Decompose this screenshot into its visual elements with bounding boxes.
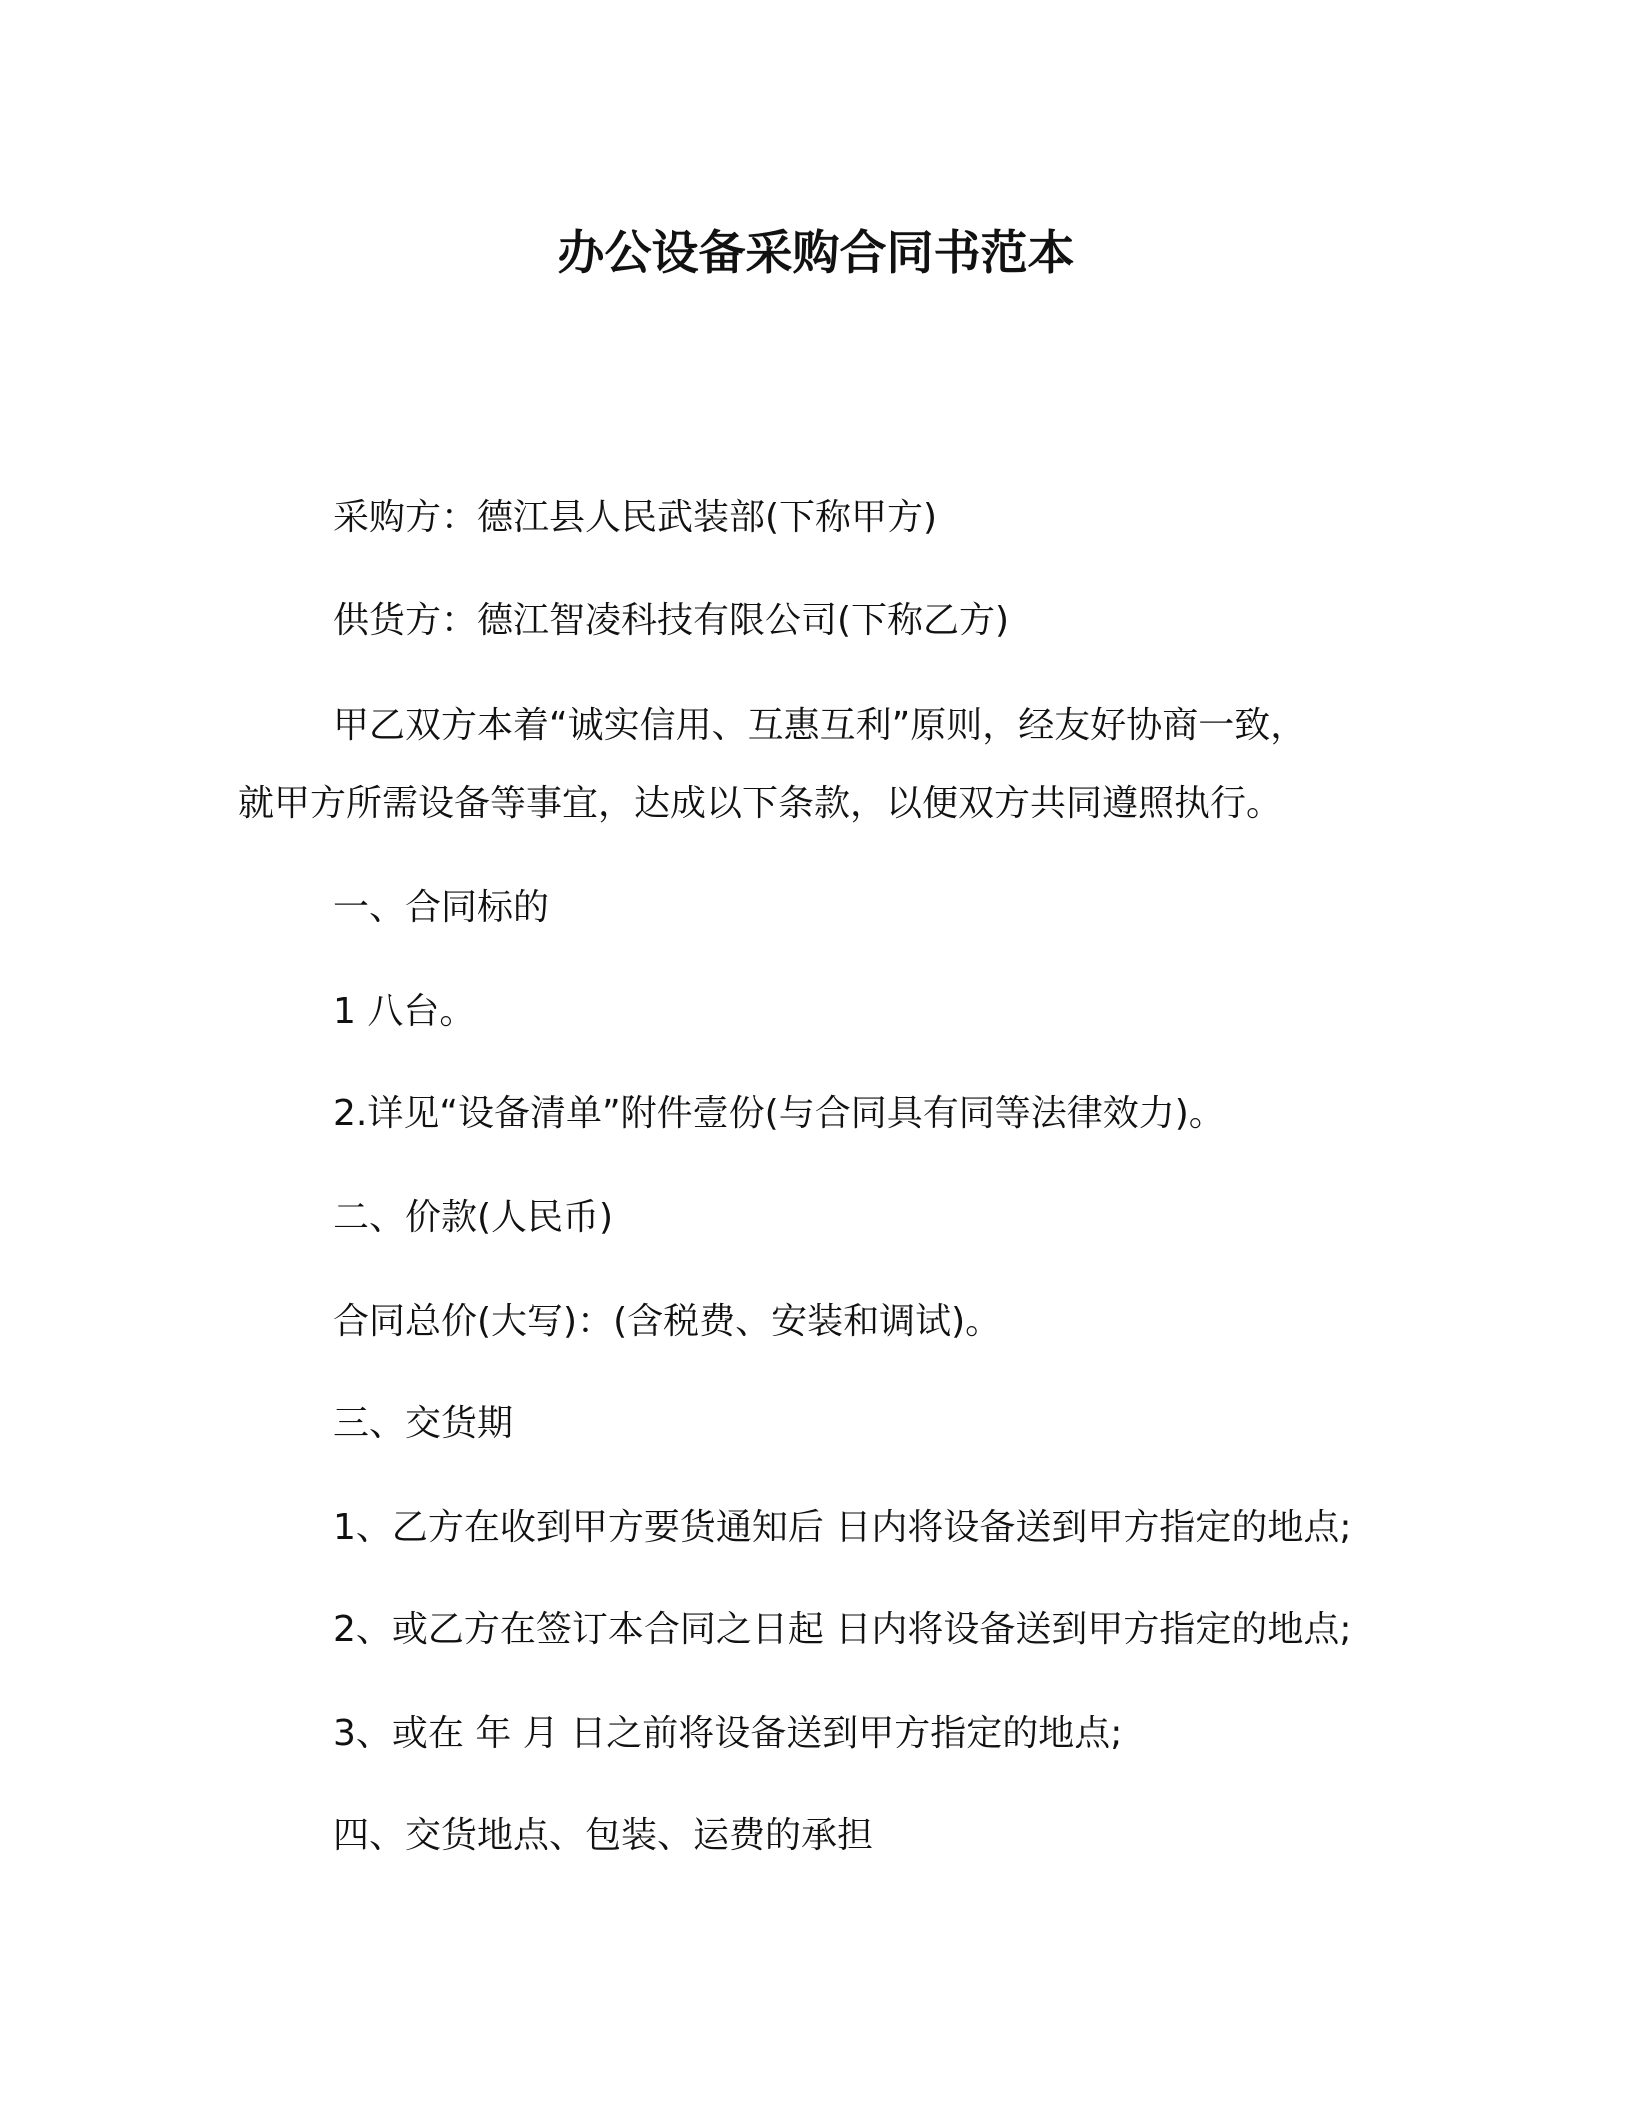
- intro-paragraph-line-1: 甲乙双方本着“诚实信用、互惠互利”原则，经友好协商一致，: [333, 705, 1307, 746]
- section-heading-3: 三、交货期: [333, 1403, 514, 1444]
- buyer-line: 采购方：德江县人民武装部(下称甲方): [333, 497, 938, 538]
- section-heading-2: 二、价款(人民币): [333, 1197, 614, 1238]
- page-title: 办公设备采购合同书范本: [557, 226, 1075, 281]
- section-1-item-1: 1 八台。: [333, 991, 476, 1032]
- supplier-line: 供货方：德江智凌科技有限公司(下称乙方): [333, 600, 1010, 641]
- section-3-item-3: 3、或在 年 月 日之前将设备送到甲方指定的地点;: [333, 1713, 1123, 1754]
- section-heading-4: 四、交货地点、包装、运费的承担: [333, 1815, 874, 1856]
- section-heading-1: 一、合同标的: [333, 887, 550, 928]
- intro-paragraph-line-2: 就甲方所需设备等事宜，达成以下条款，以便双方共同遵照执行。: [238, 783, 1283, 824]
- section-3-item-1: 1、乙方在收到甲方要货通知后 日内将设备送到甲方指定的地点;: [333, 1507, 1352, 1548]
- section-1-item-2: 2.详见“设备清单”附件壹份(与合同具有同等法律效力)。: [333, 1093, 1225, 1134]
- section-3-item-2: 2、或乙方在签订本合同之日起 日内将设备送到甲方指定的地点;: [333, 1609, 1352, 1650]
- section-2-item-1: 合同总价(大写)：(含税费、安装和调试)。: [333, 1301, 1002, 1342]
